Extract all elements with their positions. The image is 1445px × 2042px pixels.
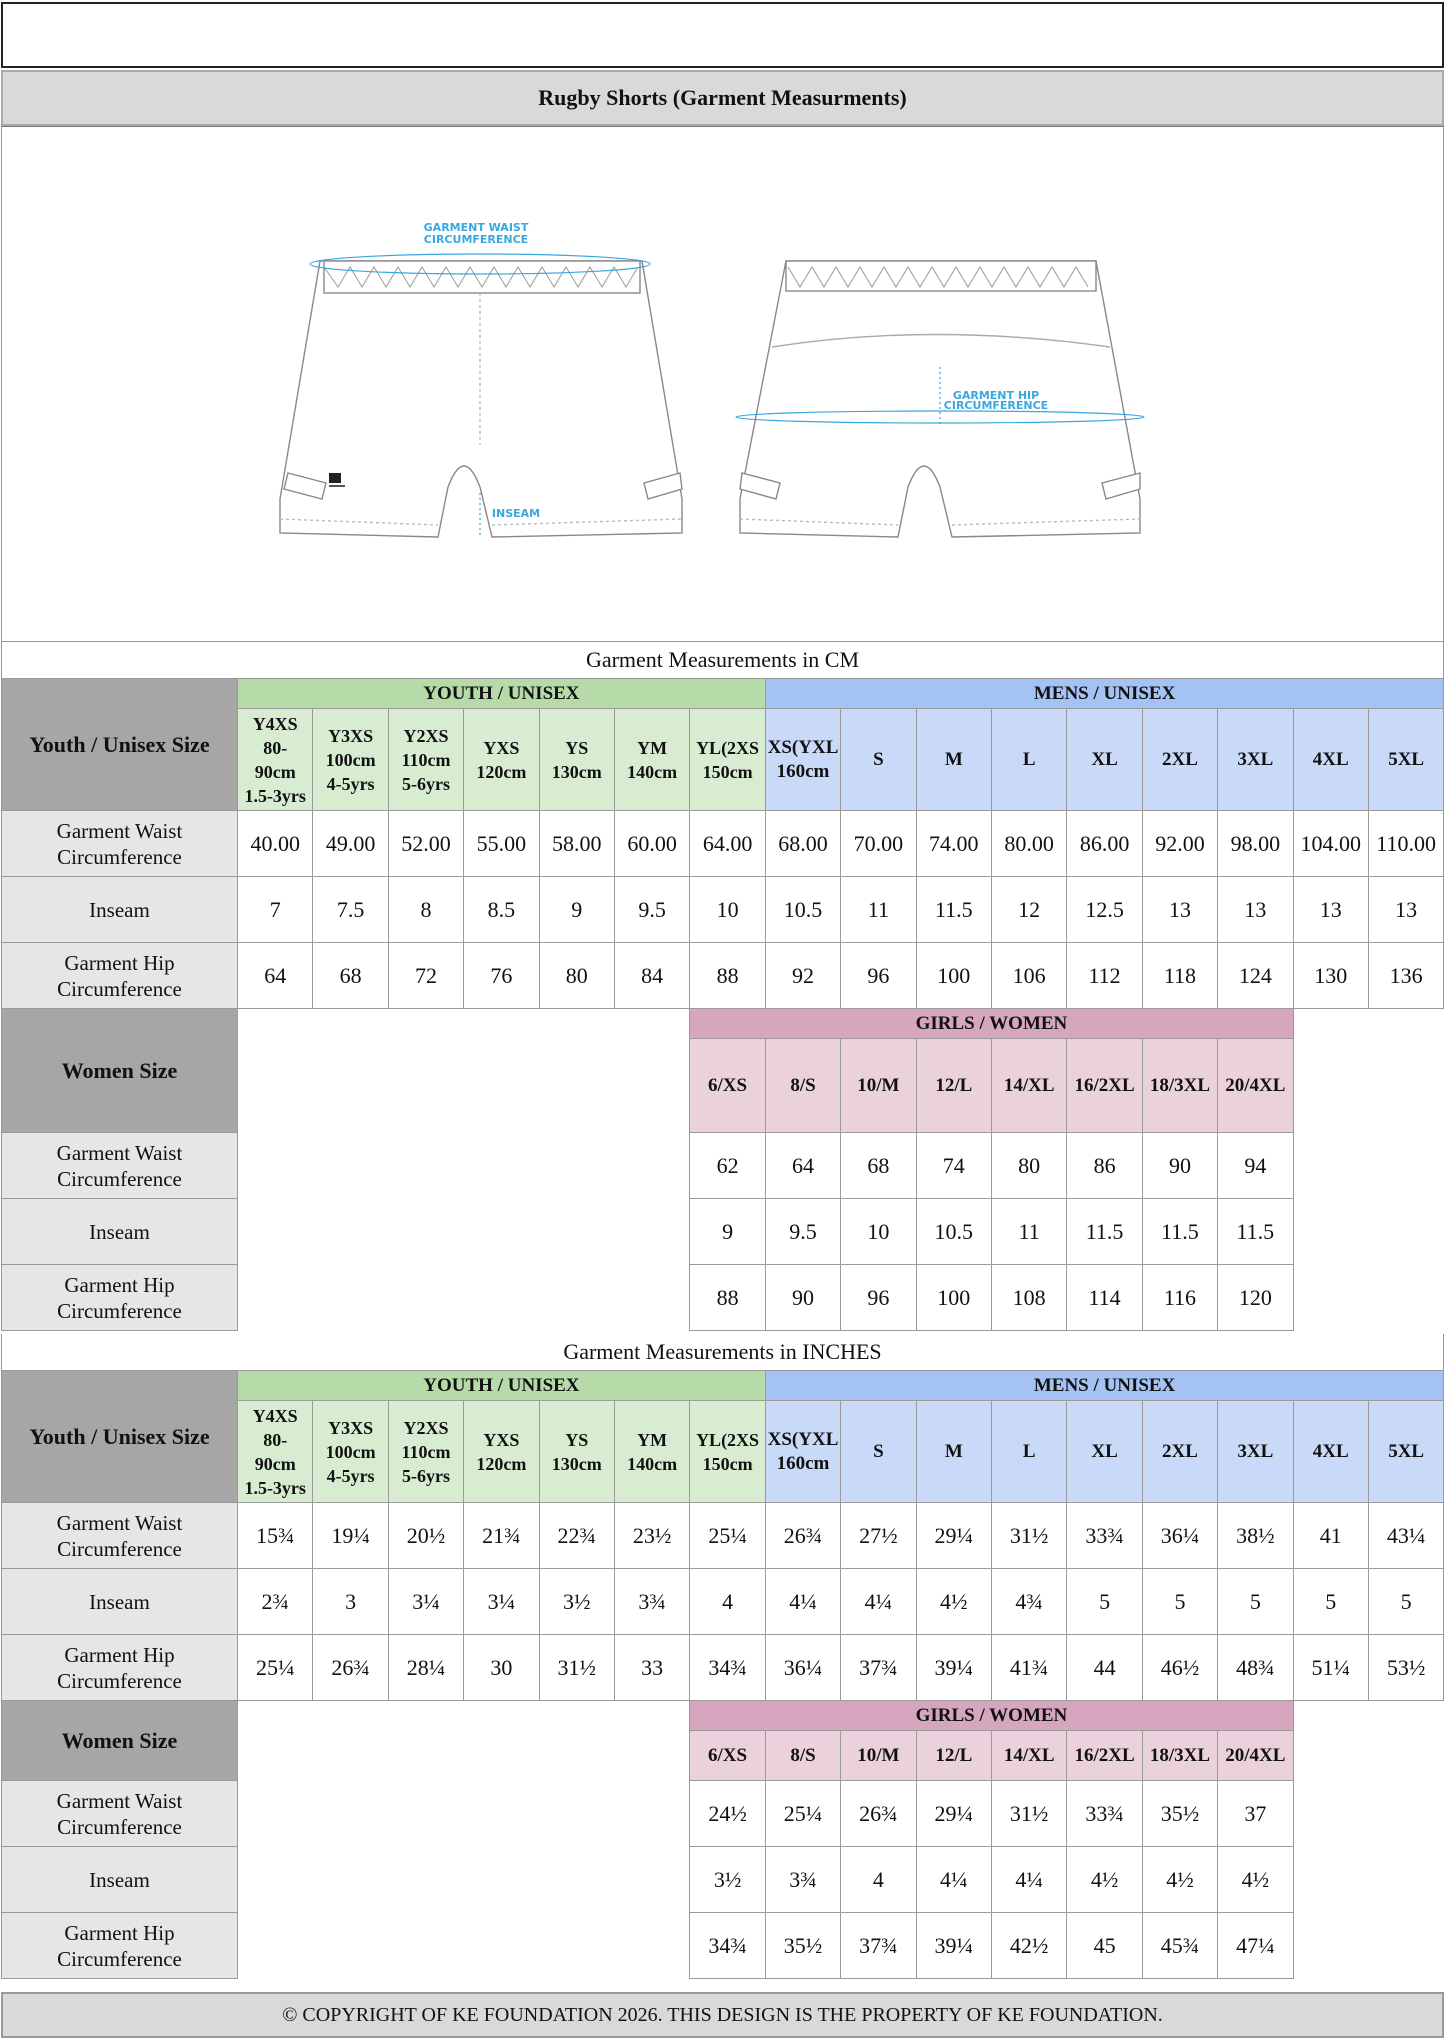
mens-group-header: MENS / UNISEX [765,679,1444,709]
value-cell: 13 [1218,877,1293,943]
women-size-header: Women Size [2,1701,238,1781]
mens-size-cell: L [991,1401,1066,1503]
row-label: Garment Hip Circumference [2,1635,238,1701]
value-cell: 34¾ [690,1635,765,1701]
value-cell: 4½ [1218,1847,1293,1913]
mens-size-cell: XL [1067,709,1142,811]
value-cell: 5 [1142,1569,1217,1635]
value-cell: 40.00 [238,811,313,877]
value-cell: 118 [1142,943,1217,1009]
value-cell: 68 [313,943,388,1009]
mens-size-cell: 2XL [1142,709,1217,811]
value-cell: 31½ [991,1503,1066,1569]
women-group-row [2,1009,1444,1039]
mens-size-cell: XL [1067,1401,1142,1503]
women-size-cell: 18/3XL [1142,1039,1217,1133]
measurement-row [2,1569,1444,1635]
value-cell: 48¾ [1218,1635,1293,1701]
women-group-row [2,1701,1444,1731]
women-group-header: GIRLS / WOMEN [690,1009,1293,1039]
mens-group-header: MENS / UNISEX [765,1371,1444,1401]
value-cell: 60.00 [614,811,689,877]
value-cell: 116 [1142,1265,1217,1331]
value-cell: 13 [1368,877,1443,943]
value-cell: 4¼ [991,1847,1066,1913]
value-cell: 72 [388,943,463,1009]
value-cell: 33¾ [1067,1781,1142,1847]
value-cell: 100 [916,943,991,1009]
value-cell: 7 [238,877,313,943]
value-cell: 3 [313,1569,388,1635]
women-measurement-row [2,1133,1444,1199]
value-cell: 41¾ [991,1635,1066,1701]
youth-size-header: Youth / Unisex Size [2,679,238,811]
mens-size-cell: 2XL [1142,1401,1217,1503]
value-cell: 11 [841,877,916,943]
mens-size-cell: 3XL [1218,709,1293,811]
value-cell: 23½ [614,1503,689,1569]
value-cell: 4½ [916,1569,991,1635]
value-cell: 10 [841,1199,916,1265]
mens-size-cell: 5XL [1368,709,1443,811]
value-cell: 4¼ [841,1569,916,1635]
value-cell: 100 [916,1265,991,1331]
row-label: Garment Hip Circumference [2,1913,238,1979]
row-label: Garment Waist Circumference [2,1781,238,1847]
value-cell: 80 [539,943,614,1009]
value-cell: 3¾ [614,1569,689,1635]
value-cell: 45 [1067,1913,1142,1979]
women-size-cell: 16/2XL [1067,1731,1142,1781]
value-cell: 26¾ [841,1781,916,1847]
copyright-footer: © COPYRIGHT OF KE FOUNDATION 2026. THIS DESIGN IS THE PROPERTY OF KE FOUNDATION. [1,1992,1444,2038]
women-measurement-row [2,1265,1444,1331]
value-cell: 11.5 [1218,1199,1293,1265]
value-cell: 52.00 [388,811,463,877]
youth-size-cell: YL(2XS 150cm [690,709,765,811]
value-cell: 64 [765,1133,840,1199]
value-cell: 80.00 [991,811,1066,877]
value-cell: 92 [765,943,840,1009]
value-cell: 29¼ [916,1503,991,1569]
front-shorts-body [280,261,682,537]
value-cell: 36¼ [1142,1503,1217,1569]
value-cell: 27½ [841,1503,916,1569]
value-cell: 130 [1293,943,1368,1009]
women-measurement-row [2,1781,1444,1847]
mens-size-cell: 4XL [1293,1401,1368,1503]
value-cell: 110.00 [1368,811,1443,877]
waist-label-line1: GARMENT WAIST [423,221,529,234]
mens-size-cell: 3XL [1218,1401,1293,1503]
value-cell: 38½ [1218,1503,1293,1569]
youth-size-cell: Y3XS 100cm 4-5yrs [313,1401,388,1503]
mens-size-cell: 5XL [1368,1401,1443,1503]
value-cell: 64.00 [690,811,765,877]
value-cell: 5 [1368,1569,1443,1635]
value-cell: 36¼ [765,1635,840,1701]
hip-label-line1: GARMENT HIP [952,389,1040,402]
youth-size-cell: YL(2XS 150cm [690,1401,765,1503]
women-size-cell: 8/S [765,1039,840,1133]
youth-size-cell: Y3XS 100cm 4-5yrs [313,709,388,811]
value-cell: 45¾ [1142,1913,1217,1979]
blank-area [238,1009,690,1331]
group-header-row [2,679,1444,709]
value-cell: 44 [1067,1635,1142,1701]
value-cell: 74 [916,1133,991,1199]
value-cell: 90 [765,1265,840,1331]
value-cell: 35½ [1142,1781,1217,1847]
women-size-cell: 18/3XL [1142,1731,1217,1781]
value-cell: 33 [614,1635,689,1701]
hip-label-line2: CIRCUMFERENCE [943,399,1049,412]
blank-area [238,1701,690,1979]
value-cell: 4¼ [765,1569,840,1635]
mens-size-cell: 4XL [1293,709,1368,811]
women-size-cell: 8/S [765,1731,840,1781]
value-cell: 9.5 [614,877,689,943]
value-cell: 98.00 [1218,811,1293,877]
row-label: Inseam [2,1199,238,1265]
value-cell: 49.00 [313,811,388,877]
measurement-row [2,877,1444,943]
value-cell: 30 [464,1635,539,1701]
women-size-cell: 12/L [916,1039,991,1133]
value-cell: 25¼ [765,1781,840,1847]
value-cell: 11.5 [916,877,991,943]
value-cell: 25¼ [238,1635,313,1701]
value-cell: 41 [1293,1503,1368,1569]
value-cell: 104.00 [1293,811,1368,877]
value-cell: 21¾ [464,1503,539,1569]
value-cell: 3¼ [464,1569,539,1635]
value-cell: 35½ [765,1913,840,1979]
measurement-row [2,811,1444,877]
value-cell: 70.00 [841,811,916,877]
measurement-row [2,943,1444,1009]
value-cell: 43¼ [1368,1503,1443,1569]
mens-size-cell: M [916,1401,991,1503]
value-cell: 90 [1142,1133,1217,1199]
women-size-cell: 14/XL [991,1039,1066,1133]
row-label: Garment Hip Circumference [2,1265,238,1331]
women-size-cell: 12/L [916,1731,991,1781]
value-cell: 76 [464,943,539,1009]
shorts-illustration [2,127,1443,642]
women-size-cell: 14/XL [991,1731,1066,1781]
value-cell: 112 [1067,943,1142,1009]
youth-size-cell: YS 130cm [539,709,614,811]
value-cell: 3¾ [765,1847,840,1913]
value-cell: 51¼ [1293,1635,1368,1701]
value-cell: 39¼ [916,1635,991,1701]
value-cell: 10.5 [765,877,840,943]
value-cell: 42½ [991,1913,1066,1979]
value-cell: 46½ [1142,1635,1217,1701]
mens-size-cell: M [916,709,991,811]
value-cell: 9 [539,877,614,943]
youth-group-header: YOUTH / UNISEX [238,1371,766,1401]
cm-measurement-table [1,678,1444,1331]
mens-size-cell: XS(YXL 160cm [765,709,840,811]
inches-section-title: Garment Measurements in INCHES [1,1334,1444,1370]
youth-size-cell: YM 140cm [614,709,689,811]
value-cell: 86 [1067,1133,1142,1199]
value-cell: 80 [991,1133,1066,1199]
value-cell: 22¾ [539,1503,614,1569]
page-title: Rugby Shorts (Garment Measurments) [1,70,1444,126]
value-cell: 5 [1218,1569,1293,1635]
blank-area-right [1293,1009,1444,1331]
women-size-cell: 6/XS [690,1039,765,1133]
measurement-row [2,1635,1444,1701]
value-cell: 136 [1368,943,1443,1009]
value-cell: 37¾ [841,1913,916,1979]
value-cell: 86.00 [1067,811,1142,877]
value-cell: 124 [1218,943,1293,1009]
value-cell: 9.5 [765,1199,840,1265]
value-cell: 4½ [1142,1847,1217,1913]
youth-group-header: YOUTH / UNISEX [238,679,766,709]
mens-size-cell: S [841,1401,916,1503]
value-cell: 11.5 [1142,1199,1217,1265]
inseam-label: INSEAM [491,507,541,520]
youth-size-cell: Y4XS 80- 90cm 1.5-3yrs [238,1401,313,1503]
value-cell: 4½ [1067,1847,1142,1913]
value-cell: 29¼ [916,1781,991,1847]
value-cell: 37 [1218,1781,1293,1847]
youth-size-cell: Y4XS 80- 90cm 1.5-3yrs [238,709,313,811]
value-cell: 10.5 [916,1199,991,1265]
youth-size-cell: Y2XS 110cm 5-6yrs [388,1401,463,1503]
value-cell: 53½ [1368,1635,1443,1701]
women-size-cell: 20/4XL [1218,1731,1293,1781]
value-cell: 88 [690,1265,765,1331]
value-cell: 9 [690,1199,765,1265]
women-size-cell: 10/M [841,1039,916,1133]
value-cell: 11.5 [1067,1199,1142,1265]
value-cell: 92.00 [1142,811,1217,877]
value-cell: 68.00 [765,811,840,877]
value-cell: 5 [1293,1569,1368,1635]
value-cell: 8.5 [464,877,539,943]
value-cell: 33¾ [1067,1503,1142,1569]
value-cell: 3½ [690,1847,765,1913]
value-cell: 62 [690,1133,765,1199]
value-cell: 26¾ [313,1635,388,1701]
value-cell: 96 [841,943,916,1009]
row-label: Inseam [2,877,238,943]
women-measurement-row [2,1847,1444,1913]
value-cell: 96 [841,1265,916,1331]
value-cell: 68 [841,1133,916,1199]
cm-section-title: Garment Measurements in CM [1,642,1444,678]
blank-area-right [1293,1701,1444,1979]
mens-size-cell: XS(YXL 160cm [765,1401,840,1503]
mens-size-cell: S [841,709,916,811]
youth-size-header: Youth / Unisex Size [2,1371,238,1503]
value-cell: 37¾ [841,1635,916,1701]
value-cell: 55.00 [464,811,539,877]
value-cell: 19¼ [313,1503,388,1569]
women-size-cell: 16/2XL [1067,1039,1142,1133]
value-cell: 64 [238,943,313,1009]
value-cell: 106 [991,943,1066,1009]
value-cell: 10 [690,877,765,943]
value-cell: 47¼ [1218,1913,1293,1979]
value-cell: 39¼ [916,1913,991,1979]
waist-label-line2: CIRCUMFERENCE [423,233,529,246]
row-label: Garment Waist Circumference [2,1503,238,1569]
value-cell: 4¼ [916,1847,991,1913]
youth-size-cell: YS 130cm [539,1401,614,1503]
value-cell: 5 [1067,1569,1142,1635]
value-cell: 12 [991,877,1066,943]
value-cell: 114 [1067,1265,1142,1331]
shorts-diagram [1,126,1444,642]
value-cell: 4 [690,1569,765,1635]
women-size-cell: 20/4XL [1218,1039,1293,1133]
value-cell: 120 [1218,1265,1293,1331]
women-measurement-row [2,1913,1444,1979]
value-cell: 12.5 [1067,877,1142,943]
value-cell: 7.5 [313,877,388,943]
value-cell: 11 [991,1199,1066,1265]
mens-size-cell: L [991,709,1066,811]
youth-size-cell: YM 140cm [614,1401,689,1503]
value-cell: 94 [1218,1133,1293,1199]
row-label: Inseam [2,1569,238,1635]
value-cell: 34¾ [690,1913,765,1979]
youth-size-cell: YXS 120cm [464,1401,539,1503]
women-size-header: Women Size [2,1009,238,1133]
youth-size-cell: Y2XS 110cm 5-6yrs [388,709,463,811]
value-cell: 88 [690,943,765,1009]
row-label: Garment Hip Circumference [2,943,238,1009]
value-cell: 20½ [388,1503,463,1569]
value-cell: 108 [991,1265,1066,1331]
value-cell: 13 [1293,877,1368,943]
value-cell: 28¼ [388,1635,463,1701]
value-cell: 3½ [539,1569,614,1635]
row-label: Garment Waist Circumference [2,811,238,877]
inches-measurement-table [1,1370,1444,1979]
value-cell: 84 [614,943,689,1009]
women-measurement-row [2,1199,1444,1265]
women-size-cell: 10/M [841,1731,916,1781]
value-cell: 26¾ [765,1503,840,1569]
measurement-row [2,1503,1444,1569]
value-cell: 25¼ [690,1503,765,1569]
value-cell: 13 [1142,877,1217,943]
value-cell: 15¾ [238,1503,313,1569]
group-header-row [2,1371,1444,1401]
value-cell: 24½ [690,1781,765,1847]
youth-size-cell: YXS 120cm [464,709,539,811]
value-cell: 31½ [991,1781,1066,1847]
value-cell: 58.00 [539,811,614,877]
value-cell: 8 [388,877,463,943]
value-cell: 74.00 [916,811,991,877]
value-cell: 3¼ [388,1569,463,1635]
row-label: Garment Waist Circumference [2,1133,238,1199]
value-cell: 31½ [539,1635,614,1701]
value-cell: 4¾ [991,1569,1066,1635]
value-cell: 4 [841,1847,916,1913]
women-group-header: GIRLS / WOMEN [690,1701,1293,1731]
women-size-cell: 6/XS [690,1731,765,1781]
value-cell: 2¾ [238,1569,313,1635]
row-label: Inseam [2,1847,238,1913]
top-bar [1,2,1444,68]
